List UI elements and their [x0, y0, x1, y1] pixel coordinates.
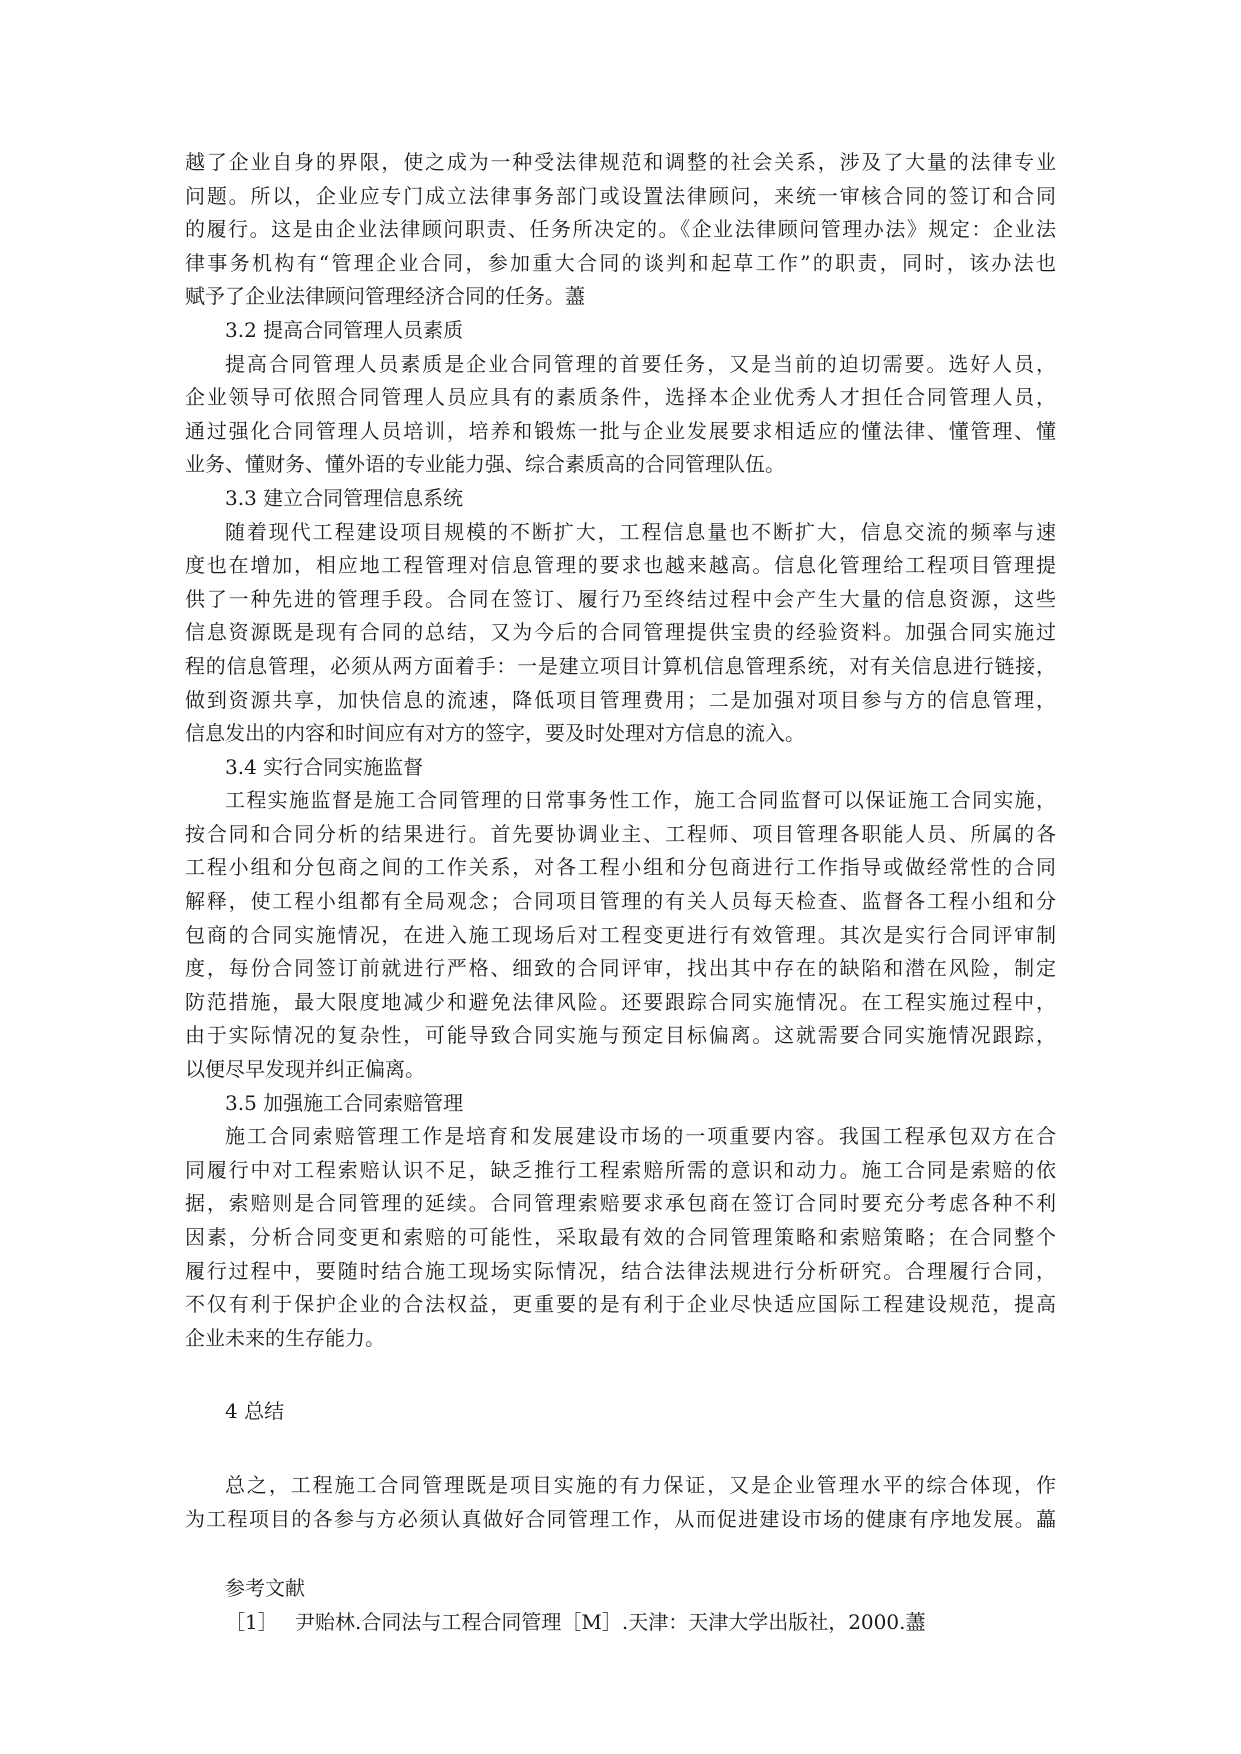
paragraph-3-1-tail [185, 146, 1056, 314]
text-line: 为工程项目的各参与方必须认真做好合同管理工作，从而促进建设市场的健康有序地发展。藟 [185, 1506, 1056, 1531]
text-line: 随着现代工程建设项目规模的不断扩大，工程信息量也不断扩大，信息交流的频率与速 [225, 519, 1056, 544]
reference-number: ［1］ [225, 1609, 278, 1634]
section-heading-3-3: 3.3 建立合同管理信息系统 [225, 485, 464, 510]
section-heading-3-5: 3.5 加强施工合同索赔管理 [225, 1090, 464, 1115]
text-line: 业务、懂财务、懂外语的专业能力强、综合素质高的合同管理队伍。 [185, 452, 785, 477]
text-line: 因素，分析合同变更和索赔的可能性，采取最有效的合同管理策略和索赔策略；在合同整个 [185, 1225, 1056, 1249]
text-line: 赋予了企业法律顾问管理经济合同的任务。藎 [185, 284, 585, 309]
text-line: 工程小组和分包商之间的工作关系，对各工程小组和分包商进行工作指导或做经常性的合同 [185, 855, 1056, 880]
text-line: 据，索赔则是合同管理的延续。合同管理索赔要求承包商在签订合同时要充分考虑各种不利 [185, 1191, 1056, 1216]
paragraph-4 [185, 1469, 1056, 1536]
text-line: 的履行。这是由企业法律顾问职责、任务所决定的。《企业法律顾问管理办法》规定：企业法 [185, 217, 1056, 242]
text-line: 由于实际情况的复杂性，可能导致合同实施与预定目标偏离。这就需要合同实施情况跟踪， [185, 1023, 1056, 1048]
text-line: 越了企业自身的界限，使之成为一种受法律规范和调整的社会关系，涉及了大量的法律专业 [185, 150, 1056, 174]
references [185, 1572, 1056, 1639]
text-line: 工程实施监督是施工合同管理的日常事务性工作，施工合同监督可以保证施工合同实施， [225, 788, 1056, 813]
spacer [185, 1536, 1056, 1572]
paragraph-3-2 [185, 348, 1056, 482]
section-heading-3-2: 3.2 提高合同管理人员素质 [225, 317, 464, 342]
text-line: 同履行中对工程索赔认识不足，缺乏推行工程索赔所需的意识和动力。施工合同是索赔的依 [185, 1157, 1056, 1182]
references-title: 参考文献 [225, 1576, 305, 1601]
text-line: 律事务机构有“管理企业合同，参加重大合同的谈判和起草工作”的职责，同时，该办法也 [185, 250, 1056, 275]
section-heading-3-4: 3.4 实行合同实施监督 [225, 754, 424, 779]
text-line: 总之，工程施工合同管理既是项目实施的有力保证，又是企业管理水平的综合体现，作 [225, 1472, 1056, 1497]
text-line: 履行过程中，要随时结合施工现场实际情况，结合法律法规进行分析研究。合理履行合同， [185, 1258, 1056, 1283]
text-line: 按合同和合同分析的结果进行。首先要协调业主、工程师、项目管理各职能人员、所属的各 [185, 821, 1056, 846]
text-line: 以便尽早发现并纠正偏离。 [185, 1057, 425, 1082]
reference-item [185, 1606, 1056, 1640]
text-line: 提高合同管理人员素质是企业合同管理的首要任务，又是当前的迫切需要。选好人员， [225, 351, 1056, 376]
text-line: 信息发出的内容和时间应有对方的签字，要及时处理对方信息的流入。 [185, 721, 805, 746]
paragraph-3-4 [185, 784, 1056, 1086]
text-line: 企业未来的生存能力。 [185, 1325, 385, 1350]
text-line: 企业领导可依照合同管理人员应具有的素质条件，选择本企业优秀人才担任合同管理人员， [185, 385, 1056, 410]
text-line: 不仅有利于保护企业的合法权益，更重要的是有利于企业尽快适应国际工程建设规范，提高 [185, 1292, 1056, 1317]
text-line: 信息资源既是现有合同的总结，又为今后的合同管理提供宝贵的经验资料。加强合同实施过 [185, 620, 1056, 645]
spacer [185, 1429, 1056, 1469]
text-line: 程的信息管理，必须从两方面着手：一是建立项目计算机信息管理系统，对有关信息进行链接， [185, 653, 1056, 678]
text-line: 度，每份合同签订前就进行严格、细致的合同评审，找出其中存在的缺陷和潜在风险，制定 [185, 956, 1056, 981]
text-line: 防范措施，最大限度地减少和避免法律风险。还要跟踪合同实施情况。在工程实施过程中， [185, 989, 1056, 1014]
paragraph-3-3 [185, 516, 1056, 751]
spacer [185, 1355, 1056, 1395]
text-line: 问题。所以，企业应专门成立法律事务部门或设置法律顾问，来统一审核合同的签订和合同 [185, 183, 1056, 208]
reference-text: 尹贻林.合同法与工程合同管理［M］.天津：天津大学出版社，2000.藎 [295, 1609, 926, 1634]
text-line: 施工合同索赔管理工作是培育和发展建设市场的一项重要内容。我国工程承包双方在合 [225, 1124, 1056, 1149]
text-line: 度也在增加，相应地工程管理对信息管理的要求也越来越高。信息化管理给工程项目管理提 [185, 553, 1056, 578]
text-line: 解释，使工程小组都有全局观念；合同项目管理的有关人员每天检查、监督各工程小组和分 [185, 889, 1056, 914]
section-heading-4: 4 总结 [225, 1399, 285, 1424]
text-line: 供了一种先进的管理手段。合同在签订、履行乃至终结过程中会产生大量的信息资源，这些 [185, 586, 1056, 611]
text-line: 通过强化合同管理人员培训，培养和锻炼一批与企业发展要求相适应的懂法律、懂管理、懂 [185, 418, 1056, 443]
text-line: 包商的合同实施情况，在进入施工现场后对工程变更进行有效管理。其次是实行合同评审制 [185, 922, 1056, 947]
document-page [185, 146, 1056, 1639]
paragraph-3-5 [185, 1120, 1056, 1355]
text-line: 做到资源共享，加快信息的流速，降低项目管理费用；二是加强对项目参与方的信息管理， [185, 687, 1056, 712]
